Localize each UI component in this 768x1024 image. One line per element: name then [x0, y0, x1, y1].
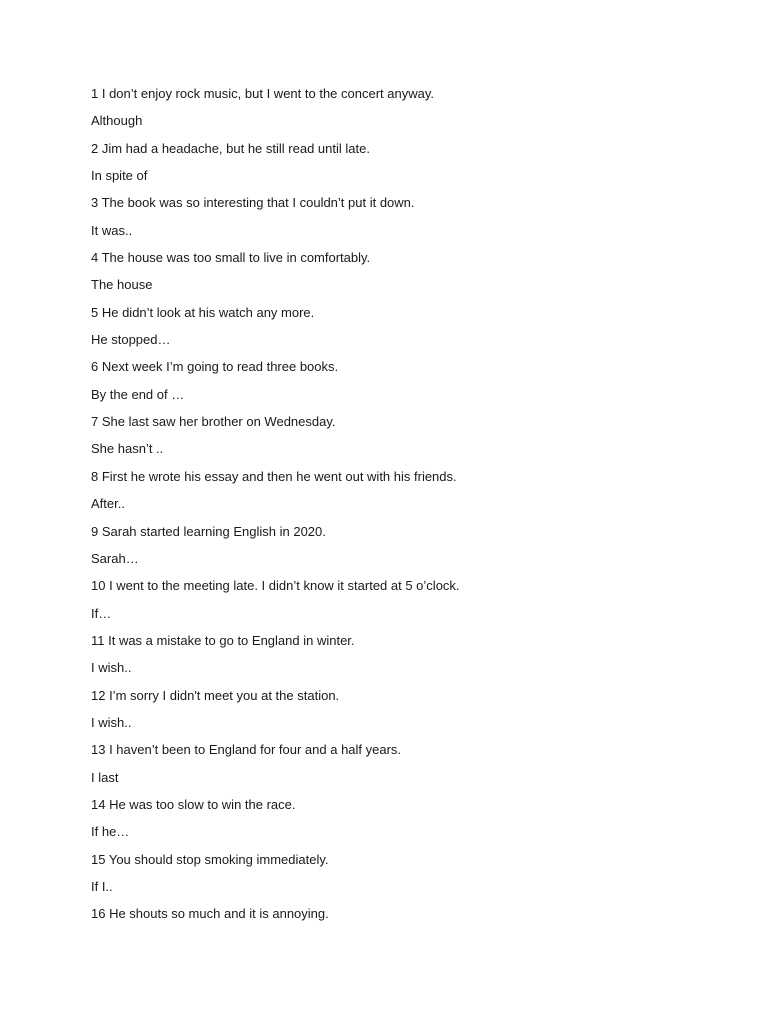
exercise-prompt: 9 Sarah started learning English in 2020. — [91, 523, 326, 539]
exercise-prompt: 1 I don’t enjoy rock music, but I went to the concert anyway. — [91, 86, 434, 101]
exercise-prompt: 4 The house was too small to live in comfortably. — [91, 250, 371, 266]
answer-starter: I wish.. — [91, 660, 132, 676]
exercise-prompt: 16 He shouts so much and it is annoying. — [91, 906, 329, 922]
answer-starter: She hasn’t .. — [91, 441, 164, 457]
answer-starter: He stopped… — [91, 332, 171, 348]
answer-starter: Sarah… — [91, 550, 139, 566]
answer-starter: If… — [91, 605, 112, 621]
exercise-prompt: 10 I went to the meeting late. I didn’t know it started at 5 o’clock. — [91, 578, 460, 594]
exercise-prompt: 12 I’m sorry I didn't meet you at the station. — [91, 687, 340, 703]
exercise-prompt: 13 I haven’t been to England for four and a half years. — [91, 742, 402, 758]
exercise-prompt: 5 He didn’t look at his watch any more. — [91, 304, 315, 320]
answer-starter: I last — [91, 769, 119, 785]
answer-starter: In spite of — [91, 168, 148, 184]
exercise-prompt: 6 Next week I’m going to read three books. — [91, 359, 339, 375]
exercise-prompt: 7 She last saw her brother on Wednesday. — [91, 414, 336, 430]
answer-starter: It was.. — [91, 222, 133, 238]
exercise-prompt: 2 Jim had a headache, but he still read until late. — [91, 140, 370, 156]
exercise-prompt: 11 It was a mistake to go to England in winter. — [91, 632, 355, 648]
answer-starter: If I.. — [91, 878, 113, 894]
answer-starter: If he… — [91, 824, 130, 840]
answer-starter: I wish.. — [91, 714, 132, 730]
answer-starter: Although — [91, 113, 143, 129]
exercise-prompt: 3 The book was so interesting that I couldn’t put it down. — [91, 195, 415, 211]
answer-starter: By the end of … — [91, 386, 185, 402]
answer-starter: After.. — [91, 496, 125, 512]
exercise-prompt: 14 He was too slow to win the race. — [91, 796, 296, 812]
answer-starter: The house — [91, 277, 153, 293]
exercise-prompt: 15 You should stop smoking immediately. — [91, 851, 329, 867]
exercise-prompt: 8 First he wrote his essay and then he went out with his friends. — [91, 468, 457, 484]
exercise-list — [91, 85, 711, 933]
